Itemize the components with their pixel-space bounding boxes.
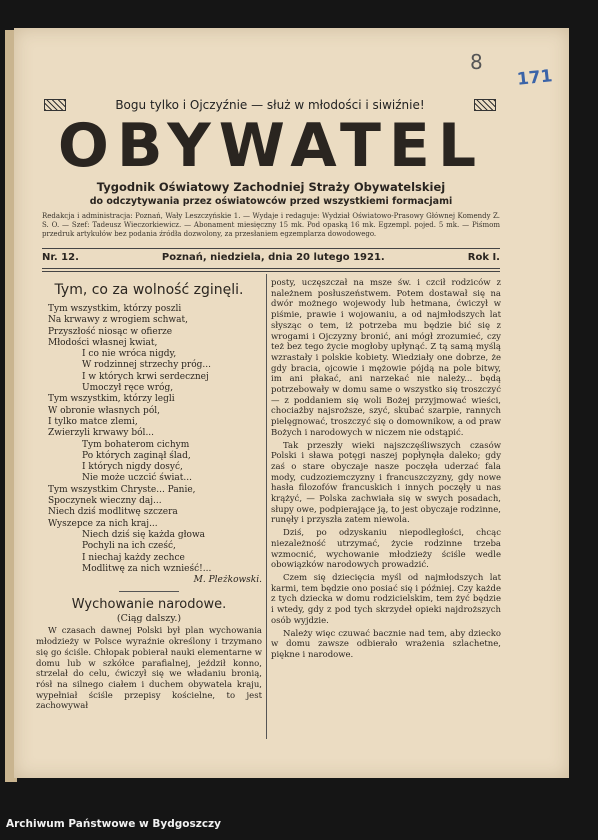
poem-line: Młodości własnej kwiat, bbox=[48, 337, 158, 348]
poem-line: Tym wszystkim, którzy poszli bbox=[48, 304, 182, 314]
handwritten-stamp: 171 bbox=[516, 66, 554, 90]
motto: Bogu tylko i Ojczyźnie — służ w młodości i siwiźnie! bbox=[115, 98, 425, 112]
poem-line: Pochyli na ich cześć, bbox=[82, 541, 176, 552]
article-paragraph: Dziś, po odzyskaniu niepodległości, chcąc niezależność utrzymać, życie rodzinne trzeba wzmocnić, wychowanie młodzieży ściśle wedle obowiązków narodowych prowadzić. bbox=[271, 528, 501, 571]
article-paragraph: Tak przeszły wieki najszczęśliwszych czasów Polski i sława potęgi naszej popłynęła daleko; gdy zaś o stare obyczaje nasze poczęła uderzać fala mody, cudzoziemczyzny i francuszczyzny, gdy nowe hasła filozofów francuskich i innych poczęły u nas krążyć, — Polska zachwiała się w swych posadach, słupy owe, podpierające ją, to jest obyczaje rodzinne, runęły i przyszła zatem niewola. bbox=[271, 440, 501, 526]
poem-line: Przyszłość niosąc w ofierze bbox=[48, 326, 173, 337]
article-paragraph: posty, uczęszczał na msze św. i czcił rodziców z należnem posłuszeństwem. Potem dostawał się na dwór możnego wojewody lub hetmana, ćwiczył w piśmie, prawie i wojowaniu, a od najmłodszych lat słysząc o tem, iż potrzeba mu będzie bić się z wrogami i Ojczyzny bronić, ani mógł zrozumieć, czy też bez tego życie mogłoby upłynąć. Z tą samą myślą wzrastały i polskie kobiety. Wiedziały one dobrze, że gdy bracia, ojcowie i mężowie pójdą na pole bitwy, im ani płakać, ani narzekać nie należy... będą potrzebowały w domu same o wszystko się troszczyć — z poddaniem się woli Bożej przyjmować wieści, chociażby najsroższe, szyć, skubać szarpie, rannych pielęgnować, troszczyć się o domownikow, a od praw Bożych i narodowych w niczem nie odstąpić. bbox=[271, 278, 501, 438]
poem-line: W rodzinnej strzechy próg... bbox=[82, 360, 211, 371]
rule-bottom-2 bbox=[42, 271, 500, 272]
article-paragraph: W czasach dawnej Polski był plan wychowania młodzieży w Polsce wyraźnie określony i trzymano się go ściśle. Chłopak pobierał nauki elementarne w domu lub w szkółce parafialnej, jeździł konno, strzelał do celu, ćwiczył się we władaniu bronią, rósł na silnego ciałem i duchem obywatela kraju, wypełniał ściśle przepisy kościelne, to jest zachowywał bbox=[36, 626, 262, 712]
poem-line: Tym wszystkim, którzy legli bbox=[48, 394, 175, 405]
article-paragraph: Czem się dziecięcia myśl od najmłodszych lat karmi, tem będzie ono posiać się i później. Czy każde z tych dziecka w domu rodzicielskim, tem żyć będzie i wtedy, gdy z pod tych skrzydeł opieki najdroższych osób wyjdzie. bbox=[271, 572, 501, 626]
poem-body bbox=[36, 304, 262, 586]
column-divider bbox=[266, 274, 267, 739]
article-title: Wychowanie narodowe. bbox=[71, 597, 227, 613]
poem-line: Wyszepce za nich kraj... bbox=[48, 518, 158, 529]
poem-author: M. Pleżkowski. bbox=[193, 575, 262, 586]
poem-line: Niech dziś się każda głowa bbox=[82, 529, 206, 540]
masthead-subtitle-2: do odczytywania przez oświatowców przed wszystkiemi formacjami bbox=[89, 196, 453, 207]
poem-line: Na krwawy z wrogiem schwat, bbox=[48, 315, 188, 326]
poem-line: W obronie własnych pól, bbox=[48, 405, 160, 416]
rule-bottom bbox=[42, 268, 500, 269]
motto-row bbox=[44, 98, 496, 112]
poem-line: I w których krwi serdecznej bbox=[82, 371, 209, 382]
poem-line: Po których zaginął ślad, bbox=[82, 450, 191, 461]
article-paragraph: Należy więc czuwać bacznie nad tem, aby dziecko w domu zawsze odbierało wrażenia szlachetne, piękne i narodowe. bbox=[271, 628, 501, 660]
issue-date: Poznań, niedziela, dnia 20 lutego 1921. bbox=[161, 252, 385, 263]
newspaper-page bbox=[14, 28, 569, 778]
poem-title: Tym, co za wolność zginęli. bbox=[54, 282, 244, 298]
poem-line: Tym wszystkim Chryste... Panie, bbox=[48, 484, 196, 495]
poem-line: Spoczynek wieczny daj... bbox=[48, 496, 162, 507]
issue-year: Rok I. bbox=[467, 252, 500, 263]
masthead-subtitle: Tygodnik Oświatowy Zachodniej Straży Obywatelskiej bbox=[96, 180, 446, 194]
rule-top bbox=[42, 248, 500, 249]
masthead-title: OBYWATEL bbox=[57, 111, 485, 181]
issue-number: Nr. 12. bbox=[42, 252, 79, 263]
article-subtitle: (Ciąg dalszy.) bbox=[116, 613, 182, 625]
poem-line: Zwierzyli krwawy ból... bbox=[48, 428, 155, 439]
poem-line: I których nigdy dosyć, bbox=[82, 462, 183, 473]
poem-line: I tylko matce zlemi, bbox=[48, 416, 138, 427]
poem-line: Niech dziś modlitwę szczera bbox=[48, 507, 178, 518]
poem-line: Tym bohaterom cichym bbox=[82, 439, 190, 450]
separator bbox=[119, 591, 179, 592]
poem-line: I co nie wróca nigdy, bbox=[82, 349, 177, 360]
right-column bbox=[271, 278, 501, 661]
left-column bbox=[36, 278, 262, 712]
poem-line: Modlitwę za nich wznieść!... bbox=[82, 563, 212, 574]
poem-line: Umoczył ręce wróg, bbox=[82, 383, 174, 394]
archive-label: Archiwum Państwowe w Bydgoszczy bbox=[6, 818, 221, 830]
poem-line: Nie może uczcić świat... bbox=[82, 473, 192, 484]
handwritten-number: 8 bbox=[470, 50, 483, 74]
ornament-right-icon bbox=[474, 99, 496, 111]
issue-row bbox=[42, 252, 500, 263]
ornament-left-icon bbox=[44, 99, 66, 111]
poem-line: I niechaj każdy zechce bbox=[82, 552, 185, 563]
imprint: Redakcja i administracja: Poznań, Wały Leszczyńskie 1. — Wydaje i redaguje: Wydział Oświatowo-Prasowy Głównej Komendy Z. S. O. — Szef: Tadeusz Wieczorkiewicz. — Abonament miesięczny 15 mk. Pod opaską 16 mk. Egzempl. pojed. 5 mk. — Piśmom przedruk artykułów bez podania źródła dozwolony, za przesłaniem egzemplarza dowodowego. bbox=[42, 212, 500, 238]
